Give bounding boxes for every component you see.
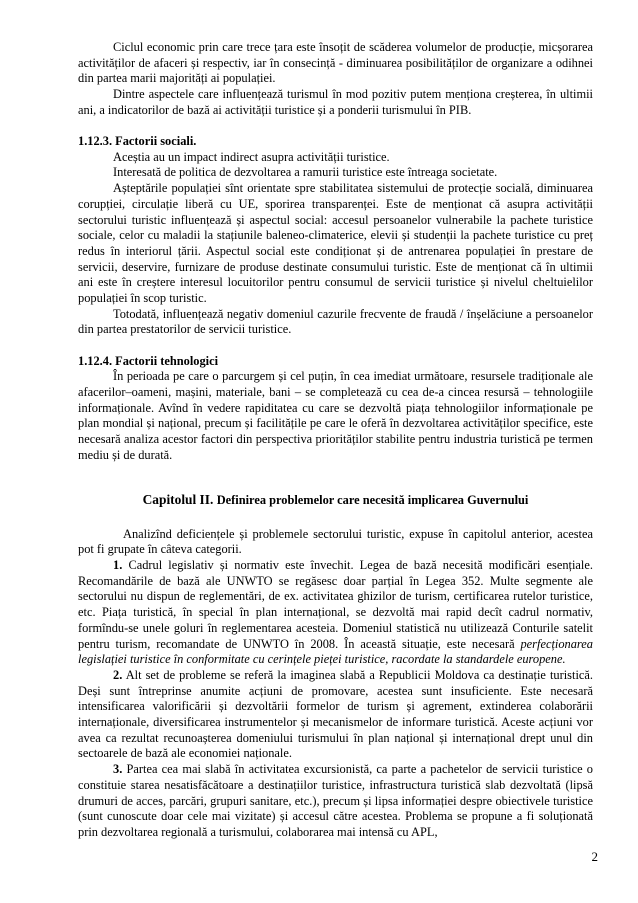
item-2-text: Alt set de probleme se referă la imaginea slabă a Republicii Moldova ca destinație turistică. Deși sunt întreprinse anumite acțiuni de promovare, acestea sunt insuficiente. Este necesară intensificarea valorificării și dezvoltării formelor de turism și agrement, extinderea colaborării internaționale, diversificarea instrumentelor și mecanismelor de informare turistică. Aceste acțiuni vor avea ca rezultat recunoașterea domeniului turismului în plan național și internațional drept unul din sectoarele de bază ale economiei naționale. xyxy=(78,667,593,761)
paragraph-social-fraud: Totodată, influențează negativ domeniul cazurile frecvente de fraudă / înșelăciune a persoanelor din partea prestatorilor de servicii turistice. xyxy=(78,306,593,337)
chapter-title: Definirea problemelor care necesită implicarea Guvernului xyxy=(216,492,529,507)
paragraph-positive-aspects: Dintre aspectele care influențează turismul în mod pozitiv putem menționa creșterea, în ultimii ani, a indicatorilor de bază ai activității turistice și a ponderii turismului în PIB. xyxy=(78,87,593,117)
item-number-3: 3. xyxy=(113,762,123,777)
numbered-item-3 xyxy=(78,762,593,841)
paragraph-social-expectations: Așteptările populației sînt orientate spre stabilitatea sistemului de protecție socială, diminuarea corupției, circulație liberă cu UE, sporirea transparenței. Este de menționat că asupra activității sectorului turistic influențează și aspectul social: accesul persoanelor vulnerabile la pachete turistice sociale, celor cu maladii la stațiunile baleneo-climaterice, elevii și studenții la pachete turistice cu preț redus în interiorul țării. Aspectul social este condiționat și de antrenarea populației în prestare de servicii, deservire, furnizare de produse destinate consumului turistic. Este de menționat că în ultimii ani este în creștere interesul locuitorilor pentru consumul de servicii turistice și nivelul cheltuielilor populației în scop turistic. xyxy=(78,181,593,306)
page-body xyxy=(78,40,593,841)
chapter-heading xyxy=(78,491,593,509)
paragraph-technology: În perioada pe care o parcurgem și cel puțin, în cea imediat următoare, resursele tradiționale ale afacerilor–oameni, mașini, materiale, bani – se completează cu cea de-a cincea resursă – tehnologiile informaționale. Avînd în vedere rapiditatea cu care se dezvoltă piața tehnologiilor informaționale pe plan mondial și național, precum și facilitățile pe care le oferă în dezvoltarea activităților specifice, este necesară analiza acestor factori din perspectiva priorităților stabilite pentru industria turistică pe termen mediu și de durată. xyxy=(78,369,593,462)
item-number-2: 2. xyxy=(113,667,123,682)
paragraph-economic-cycle: Ciclul economic prin care trece țara este însoțit de scăderea volumelor de producție, micșorarea activităților de afaceri și respectiv, iar în consecință - diminuarea posibilităților de organizare a odihnei din partea marii majorități ai populației. xyxy=(78,40,593,86)
paragraph-social-impact: Aceștia au un impact indirect asupra activității turistice. xyxy=(113,149,390,164)
item-3-text: Partea cea mai slabă în activitatea excursionistă, ca parte a pachetelor de servicii turistice o constituie starea nesatisfăcătoare a destinațiilor turistice, infrastructura turistică slab dezvoltată (lipsă drumuri de acces, parcări, grupuri sanitare, etc.), precum și lipsa informației despre obiectivele turistice (sunt cunoscute doar cele mai vizitate) și accesul către acestea. Problema se propune a fi soluționată prin dezvoltarea regională a turismului, colaborarea mai intensă cu APL, xyxy=(78,762,593,839)
numbered-item-2 xyxy=(78,668,593,762)
page-number: 2 xyxy=(591,849,598,864)
chapter-prefix: Capitolul II. xyxy=(142,491,214,507)
item-1-text: Cadrul legislativ și normativ este învechit. Legea de bază necesită modificări esențiale. Recomandările de bază ale UNWTO se regăsesc doar parțial în Legea 352. Multe segmente ale sectorului nu dispun de reglementări, de ex. activitatea ghizilor de turism, certificarea rutelor turistice, etc. Piața turistică, în special în plan internațional, se dezvoltă mai rapid decît cadrul normativ, formîndu-se unele goluri în reglementarea acesteia. Domeniul statistică nu utilizează Conturile satelit pentru turism, recomandate de UNWTO în 2008. În această situație, este necesară xyxy=(78,557,593,651)
item-number-1: 1. xyxy=(113,557,123,572)
section-heading-social-factors: 1.12.3. Factorii sociali. xyxy=(78,134,197,149)
spacer xyxy=(78,338,593,354)
numbered-item-1 xyxy=(78,558,593,668)
paragraph-chapter-intro: Analizînd deficiențele și problemele sectorului turistic, expuse în capitolul anterior, acestea pot fi grupate în câteva categorii. xyxy=(78,526,593,557)
spacer xyxy=(78,119,593,135)
item-1-italic-text: perfecționarea legislației turistice în conformitate cu cerințele pieței turistice, racordate la standardele europene. xyxy=(78,636,593,667)
paragraph-social-society: Interesată de politica de dezvoltarea a ramurii turistice este întreaga societate. xyxy=(113,165,498,180)
section-heading-technological-factors: 1.12.4. Factorii tehnologici xyxy=(78,353,219,368)
